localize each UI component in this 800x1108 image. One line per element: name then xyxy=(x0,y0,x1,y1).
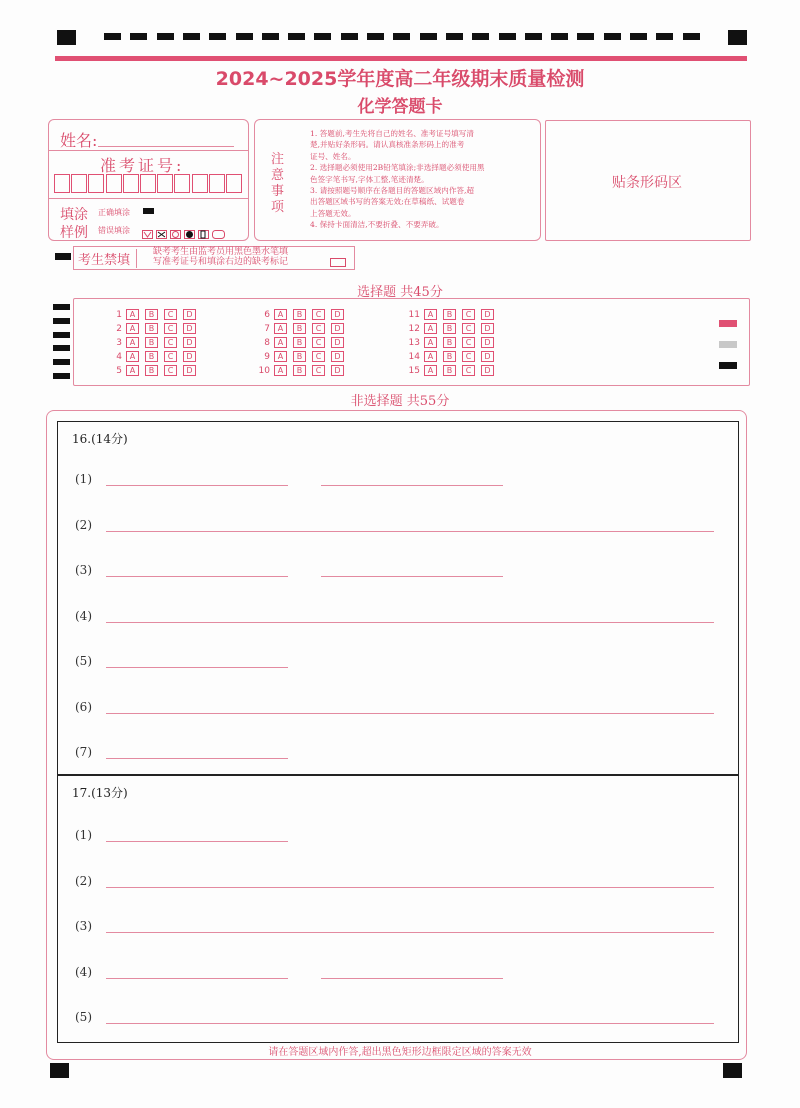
barcode-label: 贴条形码区 xyxy=(612,175,682,191)
answer-line[interactable] xyxy=(106,932,714,933)
timing-mark-bottom-left xyxy=(50,1063,69,1078)
choice-option-d[interactable]: D xyxy=(331,309,344,320)
choice-option-b[interactable]: B xyxy=(145,365,158,376)
timing-dash xyxy=(367,33,384,40)
choice-option-b[interactable]: B xyxy=(145,337,158,348)
choice-question-row[interactable] xyxy=(406,337,500,348)
answer-line[interactable] xyxy=(106,485,288,486)
choice-option-b[interactable]: B xyxy=(443,351,456,362)
answer-line[interactable] xyxy=(321,485,503,486)
choice-option-a[interactable]: A xyxy=(126,351,139,362)
answer-part-label: (2) xyxy=(75,517,92,532)
choice-option-d[interactable]: D xyxy=(481,337,494,348)
answer-part-label: (7) xyxy=(75,745,92,759)
timing-dash xyxy=(209,33,226,40)
timing-dash xyxy=(341,33,358,40)
choice-question-number: 13 xyxy=(408,338,420,348)
answer-line[interactable] xyxy=(106,622,714,623)
exam-id-cell[interactable] xyxy=(123,174,139,193)
notice-item: 色签字笔书写,字体工整,笔迹清楚。 xyxy=(310,174,429,184)
answer-part-label: (5) xyxy=(75,1010,92,1024)
answer-part-label: (3) xyxy=(75,563,92,577)
choice-option-b[interactable]: B xyxy=(293,351,306,362)
choice-option-d[interactable]: D xyxy=(331,365,344,376)
choice-question-number: 8 xyxy=(264,338,270,348)
choice-question-number: 4 xyxy=(116,352,122,362)
notice-title: 注意事项 xyxy=(271,152,285,215)
choice-question-row[interactable] xyxy=(406,323,500,334)
timing-dash xyxy=(472,33,489,40)
timing-dash xyxy=(683,33,700,40)
answer-line[interactable] xyxy=(321,576,503,577)
name-divider xyxy=(48,150,248,151)
notice-item: 上答题无效。 xyxy=(310,208,356,218)
choice-question-row[interactable] xyxy=(108,365,202,376)
choice-option-c[interactable]: C xyxy=(164,337,177,348)
answer-line[interactable] xyxy=(106,713,714,714)
choice-option-d[interactable]: D xyxy=(183,323,196,334)
notice-item: 证号、姓名。 xyxy=(310,151,356,161)
choice-option-d[interactable]: D xyxy=(481,365,494,376)
choice-option-c[interactable]: C xyxy=(462,351,475,362)
exam-id-cell[interactable] xyxy=(88,174,104,193)
answer-part-label: (3) xyxy=(75,919,92,933)
choice-question-number: 1 xyxy=(116,310,122,320)
fill-example-title-1: 填涂 xyxy=(60,207,88,223)
choice-option-b[interactable]: B xyxy=(443,337,456,348)
name-field[interactable] xyxy=(98,146,234,147)
choice-question-row[interactable] xyxy=(256,365,350,376)
choice-question-row[interactable] xyxy=(256,337,350,348)
answer-line[interactable] xyxy=(106,667,288,668)
choice-option-c[interactable]: C xyxy=(164,323,177,334)
timing-dash xyxy=(288,33,305,40)
choice-question-number: 14 xyxy=(408,352,420,362)
color-marker-red xyxy=(719,320,737,327)
choice-question-number: 6 xyxy=(264,310,270,320)
choice-option-d[interactable]: D xyxy=(183,351,196,362)
choice-option-c[interactable]: C xyxy=(462,337,475,348)
answer-part-label: (5) xyxy=(75,654,92,668)
choice-question-number: 5 xyxy=(116,366,122,376)
exam-id-cell[interactable] xyxy=(157,174,173,193)
answer-part-label: (1) xyxy=(75,828,92,842)
choice-timing-mark xyxy=(53,359,70,365)
choice-question-row[interactable] xyxy=(256,323,350,334)
choice-option-d[interactable]: D xyxy=(183,337,196,348)
color-marker-black xyxy=(719,362,737,369)
choice-option-c[interactable]: C xyxy=(462,309,475,320)
notice-item: 1. 答题前,考生先将自己的姓名、准考证号填写清 xyxy=(310,129,474,138)
choice-question-number: 7 xyxy=(264,324,270,334)
absent-label: 考生禁填 xyxy=(78,249,137,268)
timing-dash xyxy=(551,33,568,40)
choice-option-d[interactable]: D xyxy=(481,309,494,320)
id-divider xyxy=(48,198,248,199)
choice-option-a[interactable]: A xyxy=(424,337,437,348)
timing-dash xyxy=(393,33,410,40)
choice-option-c[interactable]: C xyxy=(312,337,325,348)
choice-option-b[interactable]: B xyxy=(293,323,306,334)
choice-option-b[interactable]: B xyxy=(293,365,306,376)
timing-dash xyxy=(630,33,647,40)
timing-dash xyxy=(314,33,331,40)
choice-option-d[interactable]: D xyxy=(331,337,344,348)
absent-instruction-1: 缺考考生由监考员用黑色墨水笔填 xyxy=(153,247,289,257)
timing-dash xyxy=(183,33,200,40)
choice-option-d[interactable]: D xyxy=(183,309,196,320)
answer-part-label: (2) xyxy=(75,873,92,888)
absent-mark-box[interactable] xyxy=(330,258,346,267)
title-bar xyxy=(55,56,747,61)
question-divider xyxy=(57,774,739,776)
choice-option-c[interactable]: C xyxy=(312,309,325,320)
timing-dash xyxy=(262,33,279,40)
timing-dash xyxy=(604,33,621,40)
choice-option-b[interactable]: B xyxy=(145,351,158,362)
choice-option-c[interactable]: C xyxy=(462,323,475,334)
choice-option-a[interactable]: A xyxy=(274,323,287,334)
choice-question-row[interactable] xyxy=(406,351,500,362)
name-label: 姓名: xyxy=(60,131,98,150)
answer-line[interactable] xyxy=(106,978,288,979)
choice-timing-mark xyxy=(53,332,70,338)
answer-line[interactable] xyxy=(106,531,714,532)
page-subtitle: 化学答题卡 xyxy=(357,97,443,117)
notice-item: 出答题区域书写的答案无效;在草稿纸、试题卷 xyxy=(310,197,465,207)
choice-question-number: 15 xyxy=(408,366,420,376)
choice-option-c[interactable]: C xyxy=(312,365,325,376)
timing-dash xyxy=(656,33,673,40)
answer-line[interactable] xyxy=(106,576,288,577)
notice-item: 楚,并贴好条形码。请认真核准条形码上的准考 xyxy=(310,140,465,150)
answer-line[interactable] xyxy=(106,887,714,888)
choice-question-number: 11 xyxy=(408,310,420,320)
choice-question-number: 10 xyxy=(258,366,270,376)
choice-option-b[interactable]: B xyxy=(443,323,456,334)
nonchoice-section-title: 非选择题 共55分 xyxy=(350,394,450,409)
choice-question-row[interactable] xyxy=(108,351,202,362)
timing-mark-top-left xyxy=(57,30,76,45)
timing-dash xyxy=(499,33,516,40)
choice-option-a[interactable]: A xyxy=(126,337,139,348)
answer-part-label: (6) xyxy=(75,699,92,714)
timing-dash xyxy=(236,33,253,40)
timing-dash xyxy=(130,33,147,40)
notice-item: 4. 保持卡面清洁,不要折叠、不要弄破。 xyxy=(310,220,444,230)
answer-line[interactable] xyxy=(106,841,288,842)
choice-option-a[interactable]: A xyxy=(126,365,139,376)
choice-timing-mark xyxy=(53,304,70,310)
choice-question-number: 12 xyxy=(408,324,420,334)
exam-id-label: 准考证号: xyxy=(100,156,185,175)
exam-id-cell[interactable] xyxy=(71,174,87,193)
notice-list xyxy=(310,128,536,231)
choice-option-a[interactable]: A xyxy=(126,323,139,334)
choice-option-a[interactable]: A xyxy=(424,309,437,320)
timing-dash xyxy=(525,33,542,40)
page-title: 2024~2025学年度高二年级期末质量检测 xyxy=(215,68,585,90)
choice-option-a[interactable]: A xyxy=(126,309,139,320)
exam-id-cell[interactable] xyxy=(106,174,122,193)
exam-id-cell[interactable] xyxy=(54,174,70,193)
choice-timing-mark xyxy=(53,373,70,379)
fill-example-title-2: 样例 xyxy=(60,225,88,241)
exam-id-cell[interactable] xyxy=(209,174,225,193)
answer-part-label: (4) xyxy=(75,608,92,623)
choice-question-row[interactable] xyxy=(406,309,500,320)
choice-option-d[interactable]: D xyxy=(481,351,494,362)
notice-item: 2. 选择题必须使用2B铅笔填涂;非选择题必须使用黑 xyxy=(310,163,485,173)
choice-question-row[interactable] xyxy=(108,309,202,320)
wrong-fill-label: 错误填涂 xyxy=(98,226,130,235)
answer-part-label: (1) xyxy=(75,472,92,486)
choice-question-row[interactable] xyxy=(108,323,202,334)
answer-line[interactable] xyxy=(106,758,288,759)
timing-dash xyxy=(157,33,174,40)
choice-option-b[interactable]: B xyxy=(293,337,306,348)
choice-option-b[interactable]: B xyxy=(145,309,158,320)
choice-option-a[interactable]: A xyxy=(424,365,437,376)
choice-question-row[interactable] xyxy=(406,365,500,376)
choice-option-d[interactable]: D xyxy=(481,323,494,334)
answer-line[interactable] xyxy=(321,978,503,979)
choice-question-row[interactable] xyxy=(256,309,350,320)
correct-fill-label: 正确填涂 xyxy=(98,208,130,217)
choice-option-a[interactable]: A xyxy=(274,337,287,348)
choice-question-number: 9 xyxy=(264,352,270,362)
choice-question-number: 2 xyxy=(116,324,122,334)
timing-dash xyxy=(446,33,463,40)
choice-option-a[interactable]: A xyxy=(274,351,287,362)
exam-id-cell[interactable] xyxy=(174,174,190,193)
timing-dash xyxy=(577,33,594,40)
choice-option-c[interactable]: C xyxy=(312,351,325,362)
timing-dash xyxy=(420,33,437,40)
choice-question-number: 3 xyxy=(116,338,122,348)
choice-option-b[interactable]: B xyxy=(145,323,158,334)
timing-mark-top-right xyxy=(728,30,747,45)
choice-option-c[interactable]: C xyxy=(164,309,177,320)
question-17-heading: 17.(13分) xyxy=(72,786,128,800)
color-marker-gray xyxy=(719,341,737,348)
timing-dash xyxy=(104,33,121,40)
choice-option-c[interactable]: C xyxy=(164,351,177,362)
exam-id-cell[interactable] xyxy=(140,174,156,193)
choice-option-a[interactable]: A xyxy=(274,365,287,376)
choice-timing-mark xyxy=(53,318,70,324)
choice-question-row[interactable] xyxy=(108,337,202,348)
absent-instruction-2: 写准考证号和填涂右边的缺考标记 xyxy=(153,257,289,267)
choice-option-a[interactable]: A xyxy=(274,309,287,320)
notice-item: 3. 请按照题号顺序在各题目的答题区域内作答,超 xyxy=(310,186,474,196)
choice-option-b[interactable]: B xyxy=(443,309,456,320)
choice-question-row[interactable] xyxy=(256,351,350,362)
answer-line[interactable] xyxy=(106,1023,714,1024)
choice-option-a[interactable]: A xyxy=(424,323,437,334)
answer-part-label: (4) xyxy=(75,964,92,979)
answer-frame xyxy=(57,421,739,1043)
exam-id-cell[interactable] xyxy=(226,174,242,193)
absent-timing-mark xyxy=(55,253,71,260)
choice-option-a[interactable]: A xyxy=(424,351,437,362)
footer-warning: 请在答题区域内作答,超出黑色矩形边框限定区域的答案无效 xyxy=(268,1047,532,1058)
choice-option-c[interactable]: C xyxy=(312,323,325,334)
choice-option-b[interactable]: B xyxy=(443,365,456,376)
choice-option-d[interactable]: D xyxy=(331,323,344,334)
choice-option-b[interactable]: B xyxy=(293,309,306,320)
exam-id-cell[interactable] xyxy=(192,174,208,193)
question-16-heading: 16.(14分) xyxy=(72,432,128,446)
choice-option-c[interactable]: C xyxy=(164,365,177,376)
choice-option-c[interactable]: C xyxy=(462,365,475,376)
wrong-fill-marks xyxy=(142,225,234,244)
choice-option-d[interactable]: D xyxy=(183,365,196,376)
choice-timing-mark xyxy=(53,345,70,351)
choice-option-d[interactable]: D xyxy=(331,351,344,362)
timing-mark-bottom-right xyxy=(723,1063,742,1078)
correct-fill-mark xyxy=(143,208,154,214)
choice-section-title: 选择题 共45分 xyxy=(357,285,443,300)
